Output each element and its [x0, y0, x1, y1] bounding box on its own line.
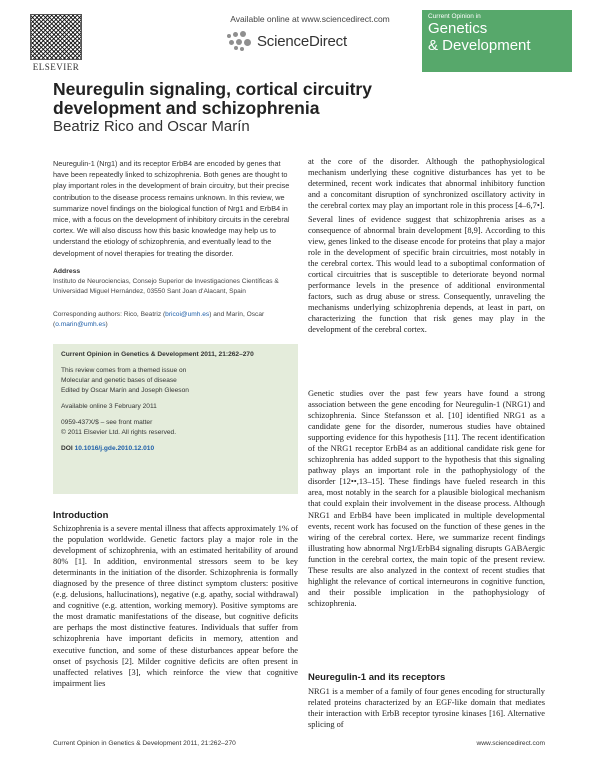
themed-issue-line2: Molecular and genetic bases of disease [61, 377, 177, 384]
article-title: Neuregulin signaling, cortical circuitry development and schizophrenia [53, 79, 372, 118]
body-paragraph-2: Several lines of evidence suggest that schizophrenia arises as a consequence of abnormal brain development [8,9]. According to this view, genes linked to the disease encode for proteins that play a major role in the development of specific brain circuitries, most notably in the cerebral cortex. This would lead to a suboptimal conformation of cortical circuitries that is susceptible to deteriorate beyond normal performance levels in the presence of additional environmental factors, such as drug abuse or stress. Consequently, unraveling the mechanisms underlying schizophrenia depends, at least in part, on characterizing the function that risk genes may play in the development of the cerebral cortex. [308, 215, 545, 335]
section-heading-neuregulin: Neuregulin-1 and its receptors [308, 672, 446, 683]
body-paragraph-4: NRG1 is a member of a family of four genes encoding for structurally related proteins characterized by an EGF-like domain that mediates their interaction with ErbB receptor tyrosine kinases [16]. Alternative splicing of [308, 687, 545, 730]
sciencedirect-logo[interactable] [225, 30, 347, 52]
themed-issue-line1: This review comes from a themed issue on [61, 367, 187, 374]
footer-citation: Current Opinion in Genetics & Development 2011, 21:262–270 [53, 740, 236, 747]
journal-logo [422, 10, 572, 72]
available-online-date: Available online 3 February 2011 [61, 403, 157, 410]
address-heading: Address [53, 268, 81, 275]
publisher-name: ELSEVIER [32, 62, 80, 72]
corresponding-prefix: Corresponding authors: Rico, Beatriz ( [53, 311, 166, 318]
available-online-text: Available online at www.sciencedirect.com [230, 14, 390, 24]
journal-logo-top: Current Opinion in [428, 13, 481, 20]
email-link-marin[interactable]: o.marin@umh.es [55, 320, 106, 328]
abstract: Neuregulin-1 (Nrg1) and its receptor ErbB4 are encoded by genes that have been repeatedly linked to schizophrenia. Both genes are thought to play important roles in the development of brain circuitry, but their precise contribution to the disease process remains unknown. In this review, we summarize novel findings on the biological function of Nrg1 and ErbB4 in mice, with a focus on the development of inhibitory circuits in the cerebral cortex. We will also discuss how this basic knowledge may help us to understand the etiology of schizophrenia, and eventually lead to the development of novel therapies for treating the disorder. [53, 159, 290, 258]
article-authors: Beatriz Rico and Oscar Marín [53, 118, 250, 135]
doi-label: DOI [61, 445, 73, 452]
themed-issue-info [61, 366, 290, 396]
themed-issue-editors: Edited by Oscar Marín and Joseph Gleeson [61, 387, 189, 394]
section-heading-introduction: Introduction [53, 510, 109, 521]
footer-website[interactable]: www.sciencedirect.com [476, 740, 545, 747]
journal-logo-line2: & Development [428, 37, 531, 54]
sciencedirect-dots-icon [225, 30, 253, 52]
doi-link[interactable]: 10.1016/j.gde.2010.12.010 [74, 445, 155, 452]
copyright-line: © 2011 Elsevier Ltd. All rights reserved. [61, 429, 177, 436]
corresponding-middle: ) and Marín, Oscar ( [53, 311, 265, 328]
corresponding-suffix: ) [105, 320, 108, 328]
email-link-rico[interactable]: bricoi@umh.es [165, 311, 210, 318]
body-paragraph-3: Genetic studies over the past few years have found a strong association between the gene encoding for Neuregulin-1 (NRG1) and schizophrenia. Since Stefansson et al. [10] identified NRG1 as a candidate gene for the disorder, numerous studies have obtained supporting evidence for this hypothesis [11]. The recent identification of the NRG1 receptor ErbB4 as an additional candidate risk gene for schizophrenia has added support to the hypothesis that this signaling pathway plays an important role in the pathophysiology of the disorder [12••,13–15]. These findings have fueled research in this area, most notably in the search for a plausible biological mechanism that could explain their involvement in the disease process. Although NRG1 and ErbB4 have been implicated in multiple developmental events, recent work has focused on the function of these genes in the wiring of the cerebral cortex. Here, we summarize recent findings illustrating how abnormal Nrg1/ErbB4 signaling disrupts GABAergic function in the cerebral cortex, the main topic of the present review. These results are also analyzed in the context of recent studies that highlight the relevance of cortical interneurons in cognitive function, and their possible implication in the pathophysiology of schizophrenia. [308, 389, 545, 608]
journal-logo-line1: Genetics [428, 20, 488, 37]
introduction-text: Schizophrenia is a severe mental illness that affects approximately 1% of the population worldwide. Genetic factors play a major role in the development of schizophrenia, with an estimated heritability of around 80% [1]. In addition, environmental stressors seem to be key determinants in the initiation of the disorder. Schizophrenia is formally diagnosed by the presence of three distinct symptom clusters: positive (e.g. delusions, hallucinations), negative (e.g. apathy, social withdrawal) and cognitive (e.g. attention, working memory). Positive symptoms are the most dramatic manifestations of the disease, but cognitive deficits are perhaps the most distinctive features. Individuals that suffer from schizophrenia have important deficits in memory, attention and executive function, and some of these disturbances appear before the onset of psychosis [2]. Milder cognitive deficits are often present in unaffected relatives [3], which reinforce the view that cognitive impairment lies [53, 524, 298, 688]
sciencedirect-wordmark: ScienceDirect [257, 32, 347, 50]
doi-line [61, 444, 290, 454]
page-footer [53, 740, 545, 750]
body-paragraph-1: at the core of the disorder. Although the pathophysiological mechanism underlying these cognitive disturbances has yet to be determined, recent work indicates that abnormal inhibitory function and a concomitant disruption of synchronized oscillatory activity in the cerebral cortex may play an important role in this process [4–6,7•]. [308, 157, 545, 211]
corresponding-authors [53, 310, 298, 329]
journal-citation: Current Opinion in Genetics & Development 2011, 21:262–270 [61, 351, 254, 358]
address-text: Instituto de Neurociencias, Consejo Superior de Investigaciones Científicas & Universidad Miguel Hernández, 03550 Sant Joan d'Alacant, Spain [53, 278, 279, 295]
issn-line: 0959-437X/$ – see front matter [61, 419, 153, 426]
article-info-box [53, 344, 298, 494]
